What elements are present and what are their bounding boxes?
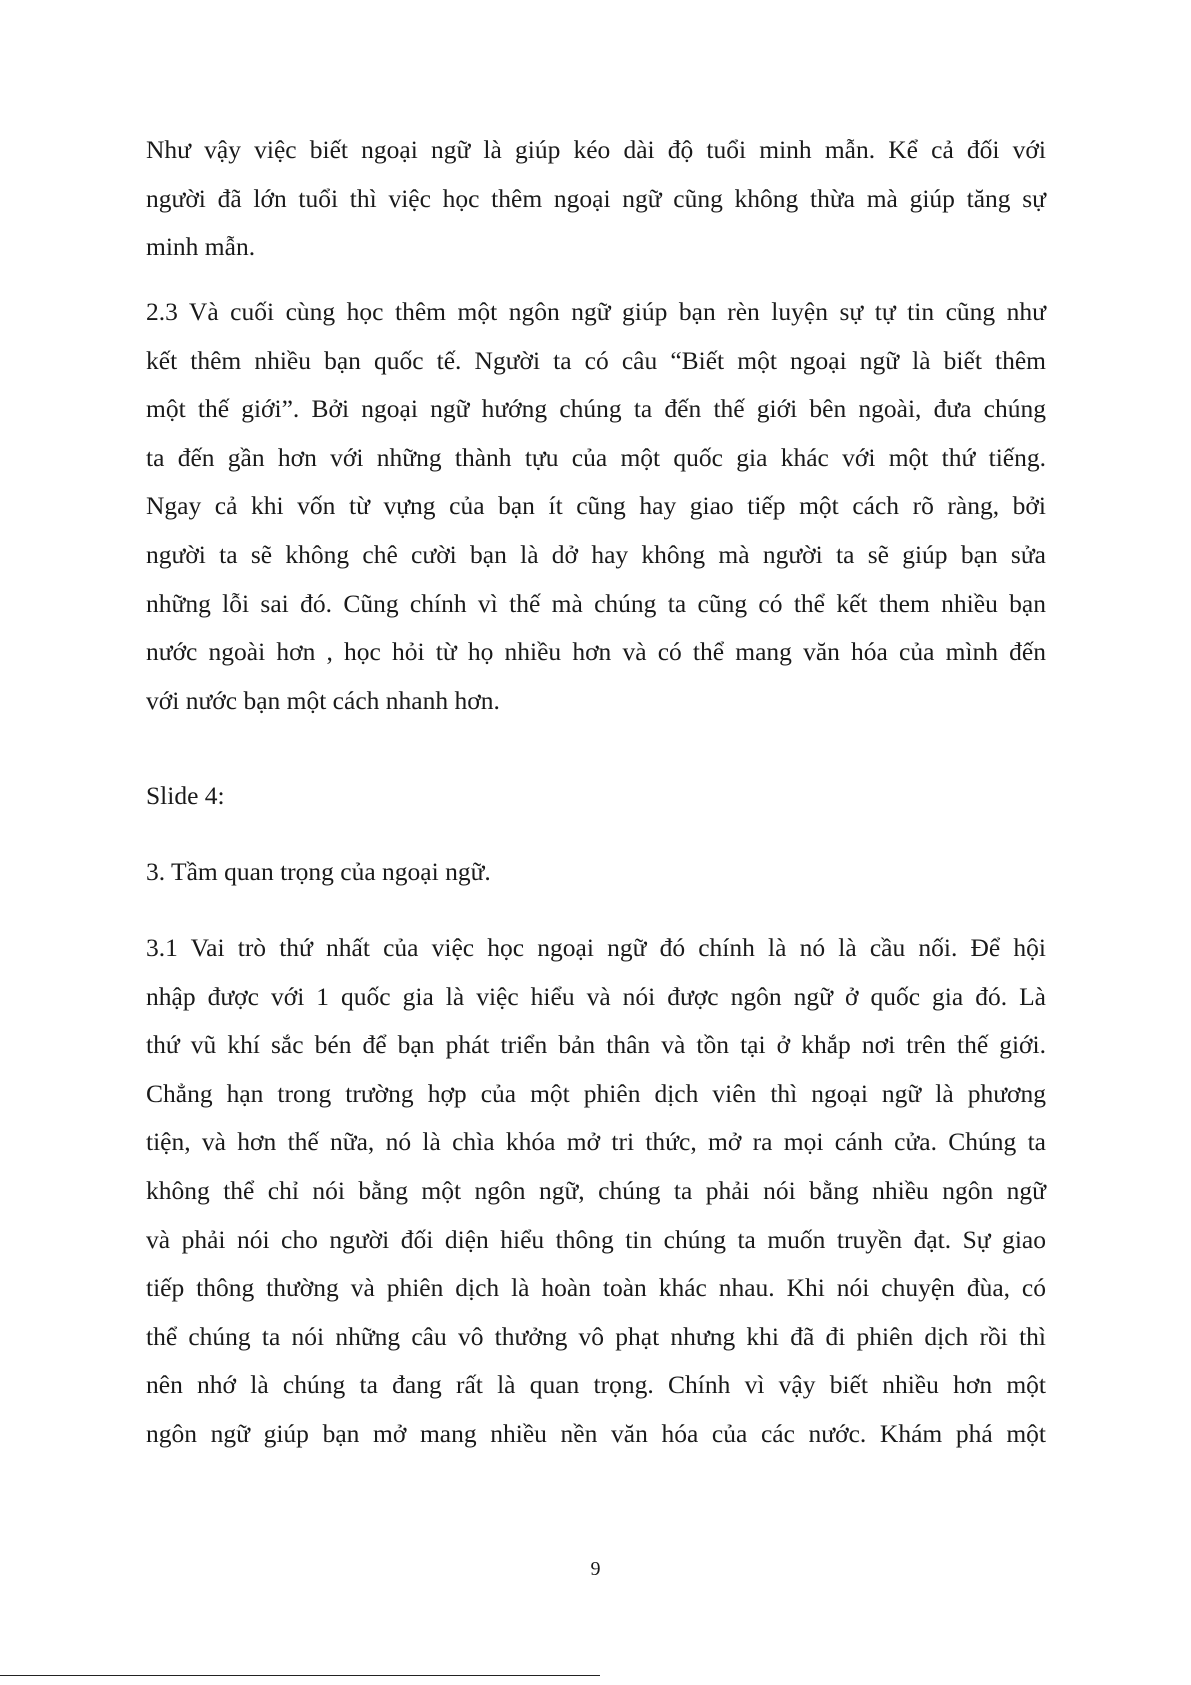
paragraph-line: và phải nói cho người đối diện hiểu thông tin chúng ta muốn truyền đạt. Sự giao [146,1224,1046,1254]
paragraph-line: người đã lớn tuổi thì việc học thêm ngoại ngữ cũng không thừa mà giúp tăng sự [146,183,1046,213]
paragraph-line: tiện, và hơn thế nữa, nó là chìa khóa mở tri thức, mở ra mọi cánh cửa. Chúng ta [146,1127,1046,1157]
paragraph-line: nên nhớ là chúng ta đang rất là quan trọng. Chính vì vậy biết nhiều hơn một [146,1370,1046,1400]
paragraph-3-1-bridge [146,924,1046,1459]
paragraph-line: với nước bạn một cách nhanh hơn. [146,685,500,715]
paragraph-line: kết thêm nhiều bạn quốc tế. Người ta có câu “Biết một ngoại ngữ là biết thêm [146,345,1046,375]
paragraph-line: những lỗi sai đó. Cũng chính vì thế mà chúng ta cũng có thể kết them nhiều bạn [146,588,1046,618]
paragraph-line: tiếp thông thường và phiên dịch là hoàn toàn khác nhau. Khi nói chuyện đùa, có [146,1273,1046,1303]
paragraph-line: 3.1 Vai trò thứ nhất của việc học ngoại ngữ đó chính là nó là cầu nối. Để hội [146,933,1046,962]
section-heading: 3. Tầm quan trọng của ngoại ngữ. [146,857,491,886]
footer-divider [0,1675,600,1676]
paragraph-line: nước ngoài hơn , học hỏi từ họ nhiều hơn và có thể mang văn hóa của mình đến [146,637,1046,667]
paragraph-line: nhập được với 1 quốc gia là việc hiểu và nói được ngôn ngữ ở quốc gia đó. Là [146,981,1046,1011]
paragraph-line: Ngay cả khi vốn từ vựng của bạn ít cũng hay giao tiếp một cách rõ ràng, bởi [146,491,1046,521]
paragraph-line: minh mẫn. [146,232,256,262]
paragraph-line: Như vậy việc biết ngoại ngữ là giúp kéo dài độ tuổi minh mẫn. Kể cả đối với [146,135,1046,164]
paragraph-line: ngôn ngữ giúp bạn mở mang nhiều nền văn hóa của các nước. Khám phá một [146,1418,1046,1448]
slide-label: Slide 4: [146,781,225,810]
paragraph-line: ta đến gần hơn với những thành tựu của một quốc gia khác với một thứ tiếng. [146,442,1046,472]
paragraph-brain-benefits [146,126,1046,272]
paragraph-line: 2.3 Và cuối cùng học thêm một ngôn ngữ giúp bạn rèn luyện sự tự tin cũng như [146,297,1046,326]
paragraph-line: thể chúng ta nói những câu vô thưởng vô phạt nhưng khi đã đi phiên dịch rồi thì [146,1321,1046,1351]
paragraph-line: người ta sẽ không chê cười bạn là dở hay không mà người ta sẽ giúp bạn sửa [146,539,1046,569]
paragraph-line: thứ vũ khí sắc bén để bạn phát triển bản thân và tồn tại ở khắp nơi trên thế giới. [146,1030,1046,1060]
paragraph-line: không thể chỉ nói bằng một ngôn ngữ, chúng ta phải nói bằng nhiều ngôn ngữ [146,1175,1046,1205]
paragraph-line: một thế giới”. Bởi ngoại ngữ hướng chúng ta đến thế giới bên ngoài, đưa chúng [146,394,1046,424]
paragraph-line: Chẳng hạn trong trường hợp của một phiên dịch viên thì ngoại ngữ là phương [146,1078,1046,1108]
page-number: 9 [590,1558,601,1580]
paragraph-2-3-confidence [146,288,1046,725]
